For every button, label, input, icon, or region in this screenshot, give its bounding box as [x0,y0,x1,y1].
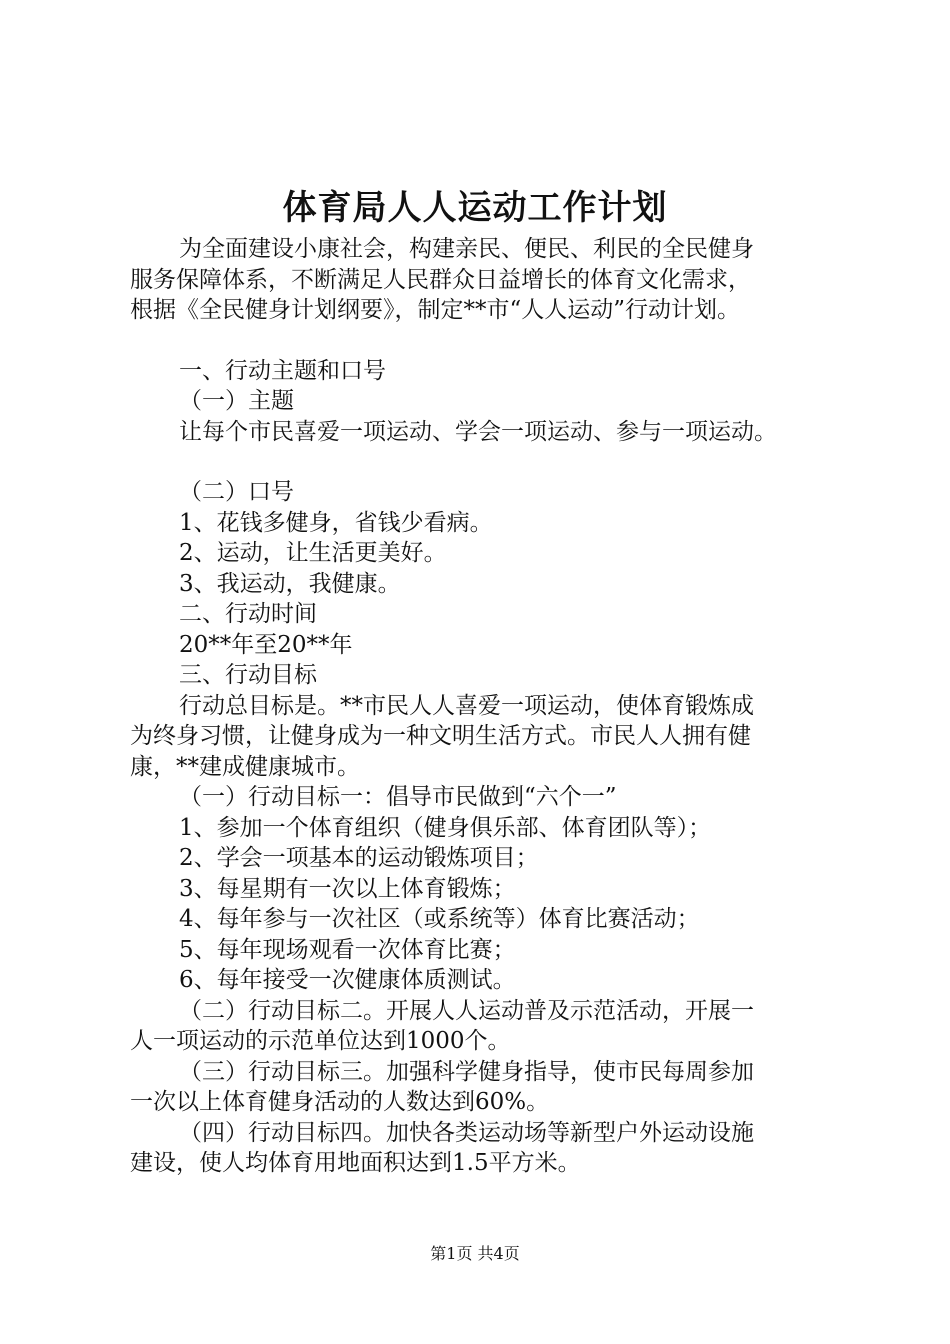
paragraph-line: 行动总目标是。**市民人人喜爱一项运动，使体育锻炼成 [179,692,754,719]
subsection-heading: （一）行动目标一：倡导市民做到“六个一” [179,784,617,810]
paragraph-line: 人一项运动的示范单位达到1000个。 [130,1028,511,1054]
document-title: 体育局人人运动工作计划 [282,188,668,228]
section-heading: 一、行动主题和口号 [179,357,386,384]
paragraph-line: （三）行动目标三。加强科学健身指导，使市民每周参加 [179,1058,754,1085]
subsection-heading: （二）口号 [179,479,294,505]
page-number: 第1页 共4页 [430,1244,520,1263]
section-heading: 三、行动目标 [179,662,317,688]
intro-line: 服务保障体系，不断满足人民群众日益增长的体育文化需求， [130,266,751,293]
paragraph-line: 一次以上体育健身活动的人数达到60%。 [130,1089,550,1115]
list-item: 3、我运动，我健康。 [179,570,401,597]
paragraph-gap [130,447,840,477]
paragraph-line: 20**年至20**年 [179,631,353,658]
list-item: 2、学会一项基本的运动锻炼项目； [179,845,539,871]
paragraph-gap [130,326,840,356]
section-heading: 二、行动时间 [179,601,317,627]
list-item: 6、每年接受一次健康体质测试。 [179,967,516,993]
intro-line: 根据《全民健身计划纲要》，制定**市“人人运动”行动计划。 [130,297,741,323]
intro-line: 为全面建设小康社会，构建亲民、便民、利民的全民健身 [179,236,754,262]
paragraph-line: 让每个市民喜爱一项运动、学会一项运动、参与一项运动。 [179,418,777,445]
document-body [130,234,840,1179]
paragraph-line: 康，**建成健康城市。 [130,753,360,780]
list-item: 2、运动，让生活更美好。 [179,540,447,566]
paragraph-line: （二）行动目标二。开展人人运动普及示范活动，开展一 [179,997,754,1024]
list-item: 1、花钱多健身，省钱少看病。 [179,509,493,536]
list-item: 3、每星期有一次以上体育锻炼； [179,875,516,902]
paragraph-line: （四）行动目标四。加快各类运动场等新型户外运动设施 [179,1119,754,1146]
paragraph-line: 建设，使人均体育用地面积达到1.5平方米。 [130,1150,581,1176]
list-item: 4、每年参与一次社区（或系统等）体育比赛活动； [179,906,700,932]
subsection-heading: （一）主题 [179,388,294,414]
paragraph-line: 为终身习惯，让健身成为一种文明生活方式。市民人人拥有健 [130,723,751,749]
list-item: 1、参加一个体育组织（健身俱乐部、体育团队等）； [179,814,712,841]
list-item: 5、每年现场观看一次体育比赛； [179,936,516,963]
